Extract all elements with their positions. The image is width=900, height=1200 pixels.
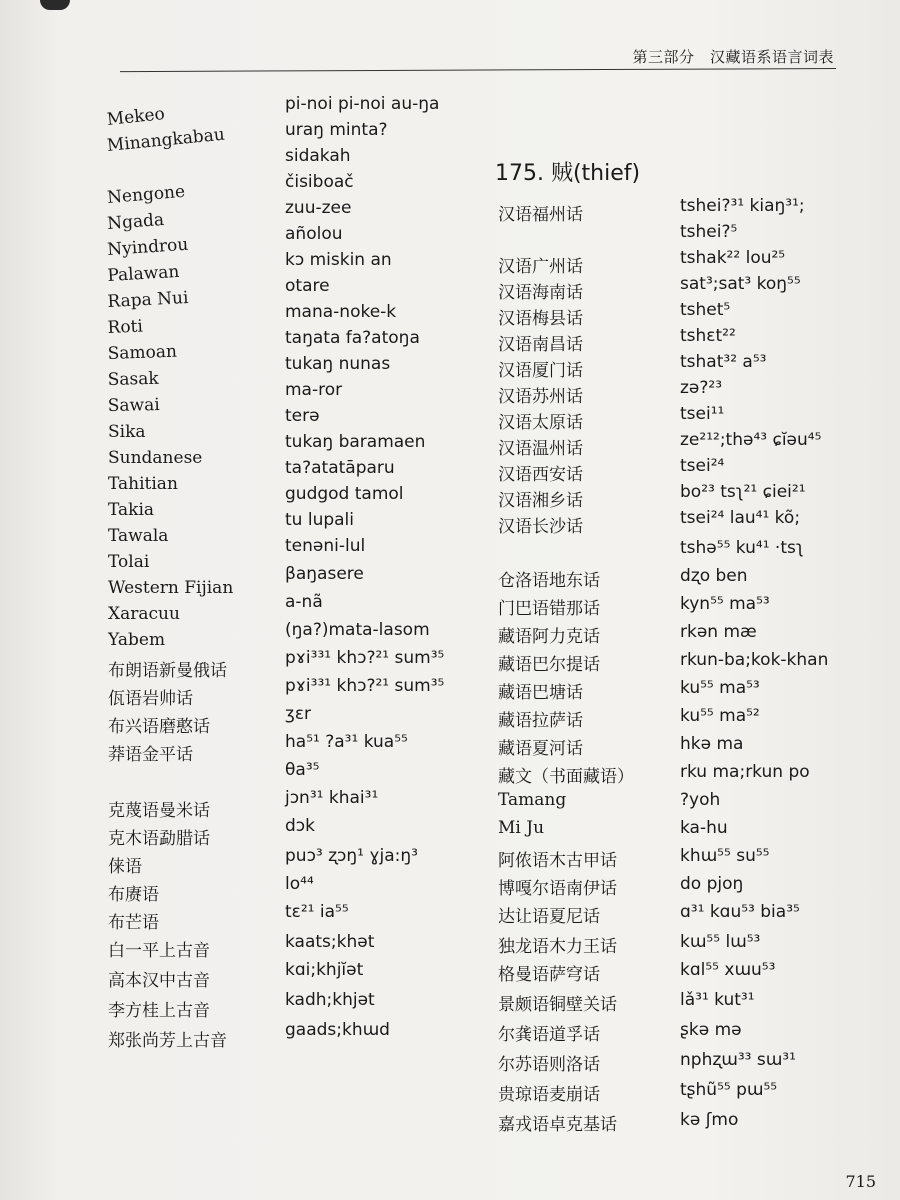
word-form: tsei²⁴ lau⁴¹ kõ; bbox=[680, 508, 801, 528]
language-name: 汉语湘乡话 bbox=[498, 491, 583, 511]
language-name: 尔龚语道孚话 bbox=[498, 1025, 600, 1045]
language-name: Takia bbox=[108, 500, 155, 520]
language-name: 郑张尚芳上古音 bbox=[108, 1031, 227, 1051]
word-form: tɛ²¹ ia⁵⁵ bbox=[285, 902, 349, 922]
word-form: kaats;khət bbox=[285, 932, 375, 952]
word-form: βaŋasere bbox=[285, 564, 364, 584]
language-name: 嘉戎语卓克基话 bbox=[498, 1115, 617, 1135]
word-form: ha⁵¹ ?a³¹ kua⁵⁵ bbox=[285, 732, 408, 752]
word-form: rkən mæ bbox=[680, 622, 757, 642]
language-name: 藏语夏河话 bbox=[498, 739, 583, 759]
word-form: tshɛt²² bbox=[680, 326, 736, 346]
word-form: zə?²³ bbox=[680, 378, 723, 398]
language-name: Western Fijian bbox=[108, 578, 234, 598]
word-form: tshak²² lou²⁵ bbox=[680, 248, 786, 268]
language-name: 汉语长沙话 bbox=[498, 517, 583, 537]
word-form: θa³⁵ bbox=[285, 760, 320, 780]
language-name: Minangkabau bbox=[106, 124, 226, 156]
language-name: 佤语岩帅话 bbox=[108, 689, 193, 709]
language-name: 克木语勐腊话 bbox=[108, 829, 210, 849]
word-form: tshat³² a⁵³ bbox=[680, 352, 767, 372]
language-name: 汉语太原话 bbox=[498, 413, 583, 433]
word-form: bo²³ tsʅ²¹ ɕiei²¹ bbox=[680, 482, 806, 502]
language-name: 克蔑语曼米话 bbox=[108, 801, 210, 821]
word-form: tsei²⁴ bbox=[680, 456, 725, 476]
language-name: 布赓语 bbox=[108, 885, 159, 905]
language-name: 贵琼语麦崩话 bbox=[498, 1085, 600, 1105]
language-name: Sasak bbox=[107, 368, 159, 390]
language-name: 白一平上古音 bbox=[108, 941, 210, 961]
language-name: 汉语福州话 bbox=[498, 205, 583, 225]
language-name: Tawala bbox=[108, 526, 169, 546]
language-name: 汉语西安话 bbox=[498, 465, 583, 485]
language-name: Yabem bbox=[108, 630, 166, 650]
word-form: gaads;khɯd bbox=[285, 1020, 390, 1040]
language-name: Sundanese bbox=[108, 448, 203, 468]
word-form: ku⁵⁵ ma⁵² bbox=[680, 706, 760, 726]
word-form: sat³;sat³ koŋ⁵⁵ bbox=[680, 274, 801, 294]
language-name: 汉语温州话 bbox=[498, 439, 583, 459]
word-form: pɤi³³¹ khɔ?²¹ sum³⁵ bbox=[285, 648, 445, 668]
word-form: lo⁴⁴ bbox=[285, 874, 314, 894]
word-form: lǎ³¹ kut³¹ bbox=[680, 990, 755, 1010]
word-form: kɑl⁵⁵ xɯu⁵³ bbox=[680, 960, 776, 980]
word-form: tukaŋ nunas bbox=[285, 354, 391, 374]
language-name: 汉语厦门话 bbox=[498, 361, 583, 381]
language-name: Mekeo bbox=[105, 104, 166, 130]
word-form: tenəni-lul bbox=[285, 536, 366, 556]
word-form: dɔk bbox=[285, 816, 315, 836]
language-name: Ngada bbox=[106, 209, 165, 234]
language-name: 独龙语木力王话 bbox=[498, 937, 617, 957]
word-form: ʒɛr bbox=[285, 704, 311, 724]
language-name: Nengone bbox=[106, 181, 186, 208]
word-form: kə ʃmo bbox=[680, 1110, 739, 1130]
word-form: ta?atatāparu bbox=[285, 458, 395, 478]
page-corner-shadow bbox=[40, 0, 70, 10]
word-form: terə bbox=[285, 406, 320, 426]
language-name: 李方桂上古音 bbox=[108, 1001, 210, 1021]
word-form: nphʐɯ³³ sɯ³¹ bbox=[680, 1050, 796, 1070]
word-form: čisiboač bbox=[285, 172, 354, 192]
language-name: 景颇语铜壁关话 bbox=[498, 995, 617, 1015]
word-form: ɑ³¹ kɑu⁵³ bia³⁵ bbox=[680, 902, 800, 922]
word-form: kɑi;khjĭət bbox=[285, 960, 364, 980]
language-name: 达让语夏尼话 bbox=[498, 907, 600, 927]
language-name: Xaracuu bbox=[108, 604, 180, 624]
language-name: 阿侬语木古甲话 bbox=[498, 851, 617, 871]
language-name: 俫语 bbox=[108, 857, 142, 877]
word-form: tsei¹¹ bbox=[680, 404, 725, 424]
language-name: 格曼语萨穹话 bbox=[498, 965, 600, 985]
language-name: Roti bbox=[107, 316, 144, 338]
word-form: pɤi³³¹ khɔ?²¹ sum³⁵ bbox=[285, 676, 445, 696]
word-form: jɔn³¹ khai³¹ bbox=[285, 788, 379, 808]
language-name: 莽语金平话 bbox=[108, 745, 193, 765]
word-form: kadh;khjət bbox=[285, 990, 375, 1010]
word-form: ka-hu bbox=[680, 818, 728, 838]
running-header: 第三部分 汉藏语系语言词表 bbox=[632, 48, 834, 66]
word-form: tshet⁵ bbox=[680, 300, 731, 320]
word-form: taŋata fa?atoŋa bbox=[285, 328, 420, 348]
word-form: ʂkə mə bbox=[680, 1020, 742, 1040]
word-form: kyn⁵⁵ ma⁵³ bbox=[680, 594, 770, 614]
language-name: Tahitian bbox=[108, 474, 178, 494]
language-name: 门巴语错那话 bbox=[498, 599, 600, 619]
word-form: sidakah bbox=[285, 146, 351, 166]
word-form: ze²¹²;thə⁴³ ɕĭəu⁴⁵ bbox=[680, 430, 822, 450]
word-form: tshei?³¹ kiaŋ³¹; bbox=[680, 196, 805, 216]
language-name: Tamang bbox=[498, 790, 567, 810]
language-name: 汉语广州话 bbox=[498, 257, 583, 277]
word-form: mana-noke-k bbox=[285, 302, 397, 322]
word-form: uraŋ minta? bbox=[285, 120, 388, 140]
word-form: pi-noi pi-noi au-ŋa bbox=[285, 94, 440, 114]
word-form: gudgod tamol bbox=[285, 484, 404, 504]
language-name: Mi Ju bbox=[498, 818, 545, 838]
language-name: 布芒语 bbox=[108, 913, 159, 933]
language-name: 藏文（书面藏语） bbox=[498, 767, 634, 787]
word-form: tshə⁵⁵ ku⁴¹ ·tsʅ bbox=[680, 538, 804, 558]
language-name: Nyindrou bbox=[106, 234, 189, 260]
word-form: rkun-ba;kok-khan bbox=[680, 650, 829, 670]
page-number: 715 bbox=[845, 1172, 876, 1191]
word-form: khɯ⁵⁵ su⁵⁵ bbox=[680, 846, 770, 866]
language-name: 汉语海南话 bbox=[498, 283, 583, 303]
word-form: tʂhũ⁵⁵ pɯ⁵⁵ bbox=[680, 1080, 778, 1100]
header-rule bbox=[120, 68, 836, 72]
entry-title: 175. 贼(thief) bbox=[495, 161, 641, 186]
language-name: 藏语巴尔提话 bbox=[498, 655, 600, 675]
word-form: zuu-zee bbox=[285, 198, 352, 218]
language-name: 藏语巴塘话 bbox=[498, 683, 583, 703]
word-form: añolou bbox=[285, 224, 343, 244]
language-name: Sika bbox=[108, 422, 146, 442]
word-form: otare bbox=[285, 276, 330, 296]
language-name: 藏语阿力克话 bbox=[498, 627, 600, 647]
language-name: Samoan bbox=[107, 341, 178, 364]
language-name: 布兴语磨憨话 bbox=[108, 717, 210, 737]
language-name: 仓洛语地东话 bbox=[498, 571, 600, 591]
word-form: do pjoŋ bbox=[680, 874, 744, 894]
language-name: 博嘎尔语南伊话 bbox=[498, 879, 617, 899]
language-name: 尔苏语则洛话 bbox=[498, 1055, 600, 1075]
word-form: kɯ⁵⁵ lɯ⁵³ bbox=[680, 932, 761, 952]
word-form: ma-ror bbox=[285, 380, 343, 400]
word-form: rku ma;rkun po bbox=[680, 762, 810, 782]
language-name: 汉语苏州话 bbox=[498, 387, 583, 407]
word-form: kɔ miskin an bbox=[285, 250, 392, 270]
language-name: 藏语拉萨话 bbox=[498, 711, 583, 731]
language-name: Palawan bbox=[106, 261, 180, 286]
word-form: hkə ma bbox=[680, 734, 744, 754]
word-form: ku⁵⁵ ma⁵³ bbox=[680, 678, 760, 698]
word-form: dʐo ben bbox=[680, 566, 748, 586]
language-name: Sawai bbox=[107, 395, 160, 416]
word-form: tukaŋ baramaen bbox=[285, 432, 426, 452]
word-form: a-nã bbox=[285, 592, 323, 612]
language-name: 布朗语新曼俄话 bbox=[108, 661, 227, 681]
language-name: 高本汉中古音 bbox=[108, 971, 210, 991]
language-name: 汉语南昌话 bbox=[498, 335, 583, 355]
word-form: (ŋa?)mata-lasom bbox=[285, 620, 430, 640]
language-name: Rapa Nui bbox=[107, 287, 189, 312]
language-name: 汉语梅县话 bbox=[498, 309, 583, 329]
word-form: tshei?⁵ bbox=[680, 222, 738, 242]
word-form: tu lupali bbox=[285, 510, 354, 530]
word-form: puɔ³ ʐɔŋ¹ ɣja:ŋ³ bbox=[285, 846, 418, 866]
word-form: ?yoh bbox=[680, 790, 721, 810]
language-name: Tolai bbox=[108, 552, 150, 572]
